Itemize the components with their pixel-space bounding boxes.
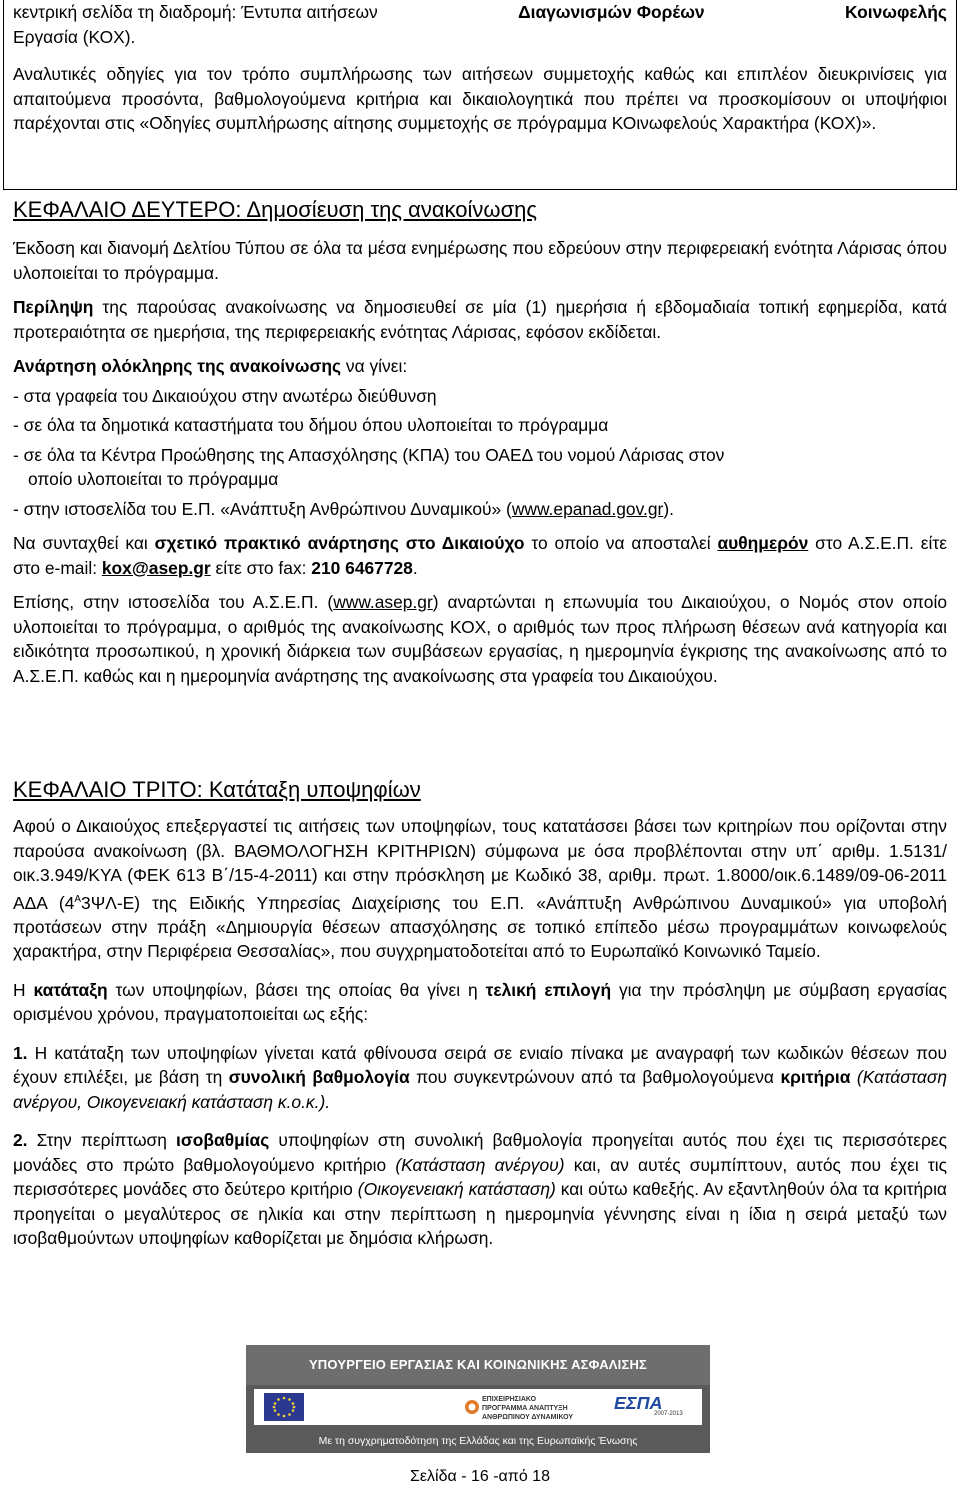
logos-strip <box>254 1389 702 1425</box>
bullet-4: - στην ιστοσελίδα του Ε.Π. «Ανάπτυξη Ανθρώπινου Δυναμικού» (www.epanad.gov.gr). <box>13 498 674 519</box>
ranking-item-2: 2. Στην περίπτωση ισοβαθμίας υποψηφίων στη συνολική βαθμολογία προηγείται αυτός που έχει τις περισσότερες μονάδες στο πρώτο βαθμολογούμενο κριτήριο (Κατάσταση ανέργου) και, αν αυτές συμπίπτουν, αυτός που έχει τις περισσότερες μονάδες στο δεύτερο κριτήριο (Οικογενειακή κατάσταση) και ούτω καθεξής. Αν εξαντληθούν όλα τα κριτήρια προηγείται ο μεγαλύτερος σε ηλικία και στην περίπτωση η ημερομηνία γέννησης είναι η ίδια η σειρά μεταξύ των ισοβαθμούντων υποψηφίων καθορίζεται με δημόσια κλήρωση. <box>13 1130 947 1249</box>
chapter2-p1: Έκδοση και διανομή Δελτίου Τύπου σε όλα τα μέσα ενημέρωσης που εδρεύουν στην περιφερειακή ενότητα Λάρισας όπου υλοποιείται το πρόγραμμα. <box>13 238 947 283</box>
bullet-3: - σε όλα τα Κέντρα Προώθησης της Απασχόλησης (ΚΠΑ) του ΟΑΕΔ του νομού Λάρισας στον οποίο υλοποιείται το πρόγραμμα <box>13 444 725 489</box>
funding-banner <box>246 1345 710 1453</box>
operational-programme-logo: ΕΠΙΧΕΙΡΗΣΙΑΚΟ ΠΡΟΓΡΑΜΜΑ ΑΝΑΠΤΥΞΗ ΑΝΘΡΩΠΙΝΟΥ ΔΥΝΑΜΙΚΟΥ <box>464 1393 574 1421</box>
instructions-paragraph: Αναλυτικές οδηγίες για τον τρόπο συμπλήρωσης των αιτήσεων συμμετοχής καθώς και επιπλέον διευκρινίσεις για απαιτούμενα προσόντα, βαθμολογούμενα κριτήρια και δικαιολογητικά που πρέπει να προσκομίσουν οι υποψήφιοι παρέχονται στις «Οδηγίες συμπλήρωσης αίτησης συμμετοχής σε πρόγραμμα ΚΟινωφελούς Χαρακτήρα (ΚΟΧ)». <box>13 64 947 133</box>
chapter2-p5: Επίσης, στην ιστοσελίδα του Α.Σ.Ε.Π. (www.asep.gr) αναρτώνται η επωνυμία του Δικαιούχου, ο Νομός στον οποίο υλοποιείται το πρόγραμμα, ο αριθμός της ανακοίνωσης ΚΟΧ, ο αριθμός των προς πλήρωση θέσεων ανά κατηγορία και ειδικότητα προσωπικού, η χρονική διάρκεια των συμβάσεων εργασίας, η ημερομηνία έγκρισης της ανακοίνωσης από το Α.Σ.Ε.Π. καθώς και η ημερομηνία ανάρτησης της ανακοίνωσης στα γραφεία του Δικαιούχου. <box>13 592 948 686</box>
email-link[interactable]: kox@asep.gr <box>101 557 211 578</box>
bullet-2: - σε όλα τα δημοτικά καταστήματα του δήμου όπου υλοποιείται το πρόγραμμα <box>13 415 609 435</box>
info-box-text <box>13 0 947 136</box>
chapter3-p1: Αφού ο Δικαιούχος επεξεργαστεί τις αιτήσεις των υποψηφίων, τους κατατάσσει βάσει των κριτηρίων που ορίζονται στην παρούσα ανακοίνωση (βλ. ΒΑΘΜΟΛΟΓΗΣΗ ΚΡΙΤΗΡΙΩΝ) σύμφωνα με όσα προβλέπονται στην υπ΄ αριθμ. 1.5131/οικ.3.949/ΚΥΑ (ΦΕΚ 613 Β΄/15-4-2011) και στην πρόσκληση με Κωδικό 38, αριθμ. πρωτ. 1.8000/οικ.6.1489/09-06-2011 ΑΔΑ $(4^A3\Psi\Lambda-E)$ της Ειδικής Υπηρεσίας Διαχείρισης του Ε.Π. «Ανάπτυξη Ανθρώπινου Δυναμικού» για υποβολή προτάσεων στην πράξη «Δημιουργία θέσεων απασχόλησης σε τοπικό επίπεδο μέσω προγραμμάτων κοινωφελούς χαρακτήρα, στην Περιφέρεια Θεσσαλίας», που συγχρηματοδοτείται από το Ευρωπαϊκό Κοινωνικό Ταμείο. <box>13 816 947 962</box>
eu-flag-icon <box>264 1393 304 1421</box>
ep-emblem-icon <box>464 1393 480 1421</box>
espa-logo: ΕΣΠΑ 2007-2013 <box>614 1393 683 1417</box>
page-number: Σελίδα - 16 -από 18 <box>410 1468 550 1485</box>
chapter3-p2: Η κατάταξη των υποψηφίων, βάσει της οποίας θα γίνει η τελική επιλογή για την πρόσληψη με σύμβαση εργασίας ορισμένου χρόνου, πραγματοποιείται ως εξής: <box>13 979 947 1025</box>
chapter2-p3: Ανάρτηση ολόκληρης της ανακοίνωσης να γίνει: <box>13 356 408 376</box>
info-box-line1: κεντρική σελίδα τη διαδρομή: Έντυπα αιτήσεων Διαγωνισμών Φορέων Κοινωφελής <box>13 2 947 22</box>
epanad-link[interactable]: www.epanad.gov.gr <box>511 498 664 519</box>
chapter2-p4: Να συνταχθεί και σχετικό πρακτικό ανάρτησης στο Δικαιούχο το οποίο να αποσταλεί αυθημερόν στο Α.Σ.Ε.Π. είτε στο e-mail: kox@asep.gr είτε στο fax: 210 6467728. <box>13 533 947 578</box>
bullet-1: - στα γραφεία του Δικαιούχου στην ανωτέρω διεύθυνση <box>13 385 437 406</box>
chapter3-heading: ΚΕΦΑΛΑΙΟ ΤΡΙΤΟ: Κατάταξη υποψηφίων <box>13 777 421 802</box>
asep-link[interactable]: www.asep.gr <box>333 592 433 612</box>
chapter3-body <box>13 814 947 1251</box>
chapter2-p2: Περίληψη της παρούσας ανακοίνωσης να δημοσιευθεί σε μία (1) ημερήσια ή εβδομαδιαία τοπική εφημερίδα, κατά προτεραιότητα σε ημερήσια, της περιφερειακής ενότητας Λάρισας, εφόσον εκδίδεται. <box>13 297 947 342</box>
ranking-item-1: 1. Η κατάταξη των υποψηφίων γίνεται κατά φθίνουσα σειρά σε ενιαίο πίνακα με αναγραφή των κωδικών θέσεων που έχουν επιλέξει, με βάση τη συνολική βαθμολογία που συγκεντρώνουν από τα βαθμολογούμενα κριτήρια (Κατάσταση ανέργου, Οικογενειακή κατάσταση κ.ο.κ.). <box>13 1042 947 1112</box>
info-box-line2: Εργασία (ΚΟΧ). <box>13 26 136 47</box>
ministry-label: ΥΠΟΥΡΓΕΙΟ ΕΡΓΑΣΙΑΣ ΚΑΙ ΚΟΙΝΩΝΙΚΗΣ ΑΣΦΑΛΙΣΗΣ <box>246 1345 710 1385</box>
chapter2-heading: ΚΕΦΑΛΑΙΟ ΔΕΥΤΕΡΟ: Δημοσίευση της ανακοίνωσης <box>13 197 537 222</box>
chapter2-body <box>13 236 947 688</box>
cofinancing-label: Με τη συγχρηματοδότηση της Ελλάδας και της Ευρωπαϊκής Ένωσης <box>318 1435 638 1447</box>
